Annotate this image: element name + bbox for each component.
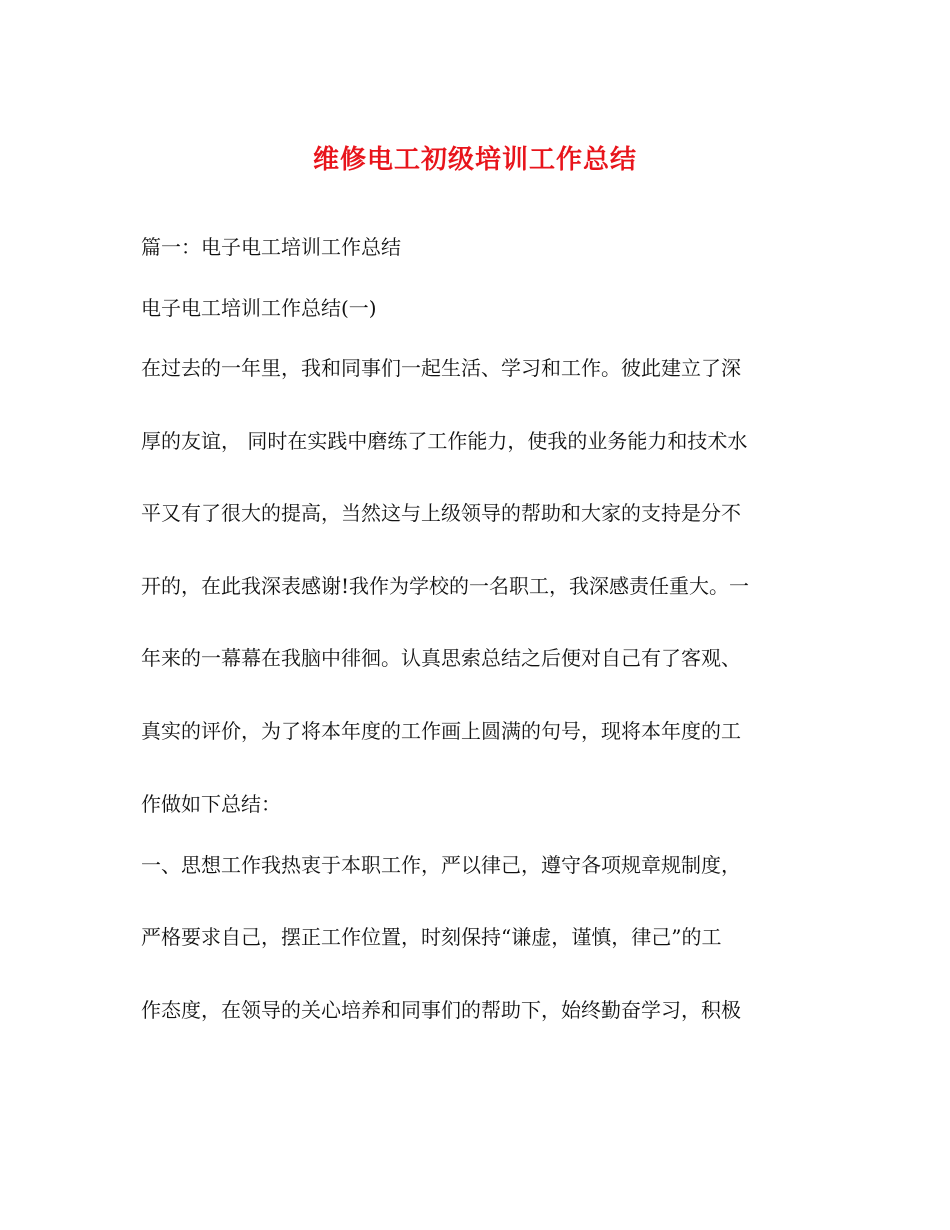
paragraph-line: 作态度，在领导的关心培养和同事们的帮助下，始终勤奋学习，积极 [141, 998, 741, 1022]
section-heading: 篇一：电子电工培训工作总结 [141, 235, 401, 259]
paragraph-line: 年来的一幕幕在我脑中徘徊。认真思索总结之后便对自己有了客观、 [141, 646, 741, 670]
paragraph-line: 作做如下总结： [141, 792, 281, 816]
paragraph-line: 开的，在此我深表感谢!我作为学校的一名职工，我深感责任重大。一 [141, 574, 750, 598]
paragraph-line: 厚的友谊， 同时在实践中磨练了工作能力，使我的业务能力和技术水 [141, 429, 748, 453]
subsection-heading: 电子电工培训工作总结(一) [141, 296, 377, 320]
paragraph-line: 严格要求自己，摆正工作位置，时刻保持“谦虚，谨慎，律己”的工 [141, 925, 722, 949]
document-title: 维修电工初级培训工作总结 [312, 145, 637, 175]
paragraph-line: 一、思想工作我热衷于本职工作，严以律己，遵守各项规章规制度， [141, 853, 741, 877]
paragraph-line: 在过去的一年里，我和同事们一起生活、学习和工作。彼此建立了深 [141, 356, 741, 380]
paragraph-line: 平又有了很大的提高，当然这与上级领导的帮助和大家的支持是分不 [141, 501, 741, 525]
paragraph-line: 真实的评价，为了将本年度的工作画上圆满的句号，现将本年度的工 [141, 719, 741, 743]
